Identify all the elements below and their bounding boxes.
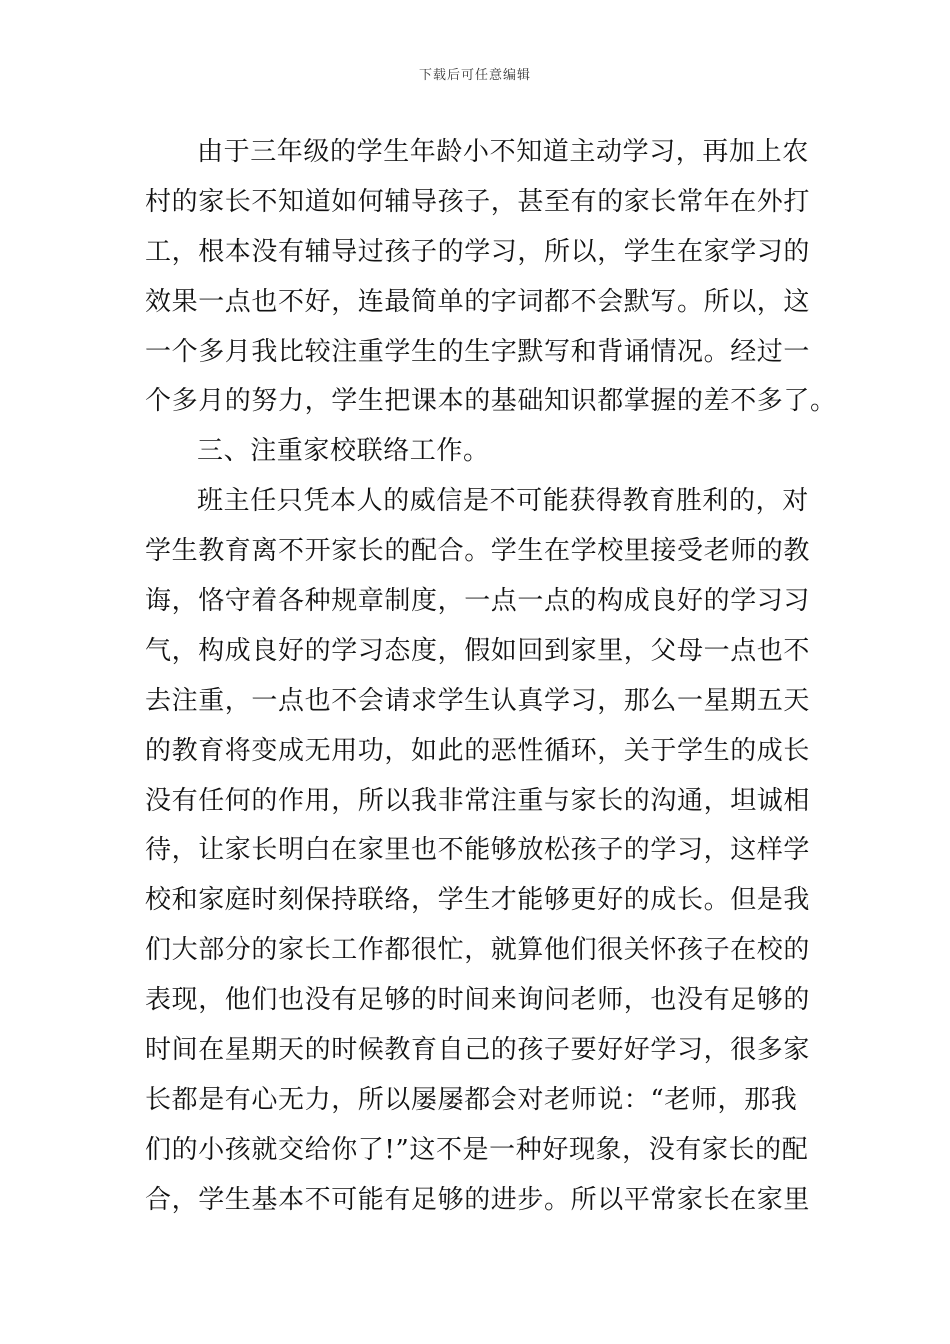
text-line: 工，根本没有辅导过孩子的学习，所以，学生在家学习的: [145, 236, 811, 267]
page-header-note: 下载后可任意编辑: [418, 68, 531, 83]
text-line: 气，构成良好的学习态度，假如回到家里，父母一点也不: [145, 635, 811, 666]
text-line: 个多月的努力，学生把课本的基础知识都掌握的差不多了。: [145, 386, 837, 417]
text-line: 们大部分的家长工作都很忙，就算他们很关怀孩子在校的: [145, 935, 811, 966]
text-line: 长都是有心无力，所以屡屡都会对老师说：“老师，那我: [145, 1084, 798, 1115]
text-line: 表现，他们也没有足够的时间来询问老师，也没有足够的: [145, 985, 811, 1016]
text-line: 时间在星期天的时候教育自己的孩子要好好学习，很多家: [145, 1035, 811, 1066]
text-line: 三、注重家校联络工作。: [197, 436, 490, 467]
text-line: 校和家庭时刻保持联络，学生才能够更好的成长。但是我: [145, 885, 811, 916]
text-line: 待，让家长明白在家里也不能够放松孩子的学习，这样学: [145, 835, 811, 866]
text-line: 去注重，一点也不会请求学生认真学习，那么一星期五天: [145, 685, 811, 716]
text-line: 诲，恪守着各种规章制度，一点一点的构成良好的学习习: [145, 586, 811, 617]
text-line: 一个多月我比较注重学生的生字默写和背诵情况。经过一: [145, 336, 811, 367]
text-line: 效果一点也不好，连最简单的字词都不会默写。所以，这: [145, 286, 811, 317]
text-line: 的教育将变成无用功，如此的恶性循环，关于学生的成长: [145, 735, 811, 766]
text-line: 村的家长不知道如何辅导孩子，甚至有的家长常年在外打: [145, 186, 811, 217]
text-line: 没有任何的作用，所以我非常注重与家长的沟通，坦诚相: [145, 785, 811, 816]
document-body: [145, 128, 837, 1226]
text-line: 合，学生基本不可能有足够的进步。所以平常家长在家里: [145, 1184, 811, 1215]
text-line: 由于三年级的学生年龄小不知道主动学习，再加上农: [197, 137, 809, 167]
text-line: 学生教育离不开家长的配合。学生在学校里接受老师的教: [145, 536, 811, 567]
text-line: 班主任只凭本人的威信是不可能获得教育胜利的，对: [197, 486, 809, 517]
text-line: 们的小孩就交给你了!”这不是一种好现象，没有家长的配: [145, 1134, 809, 1165]
